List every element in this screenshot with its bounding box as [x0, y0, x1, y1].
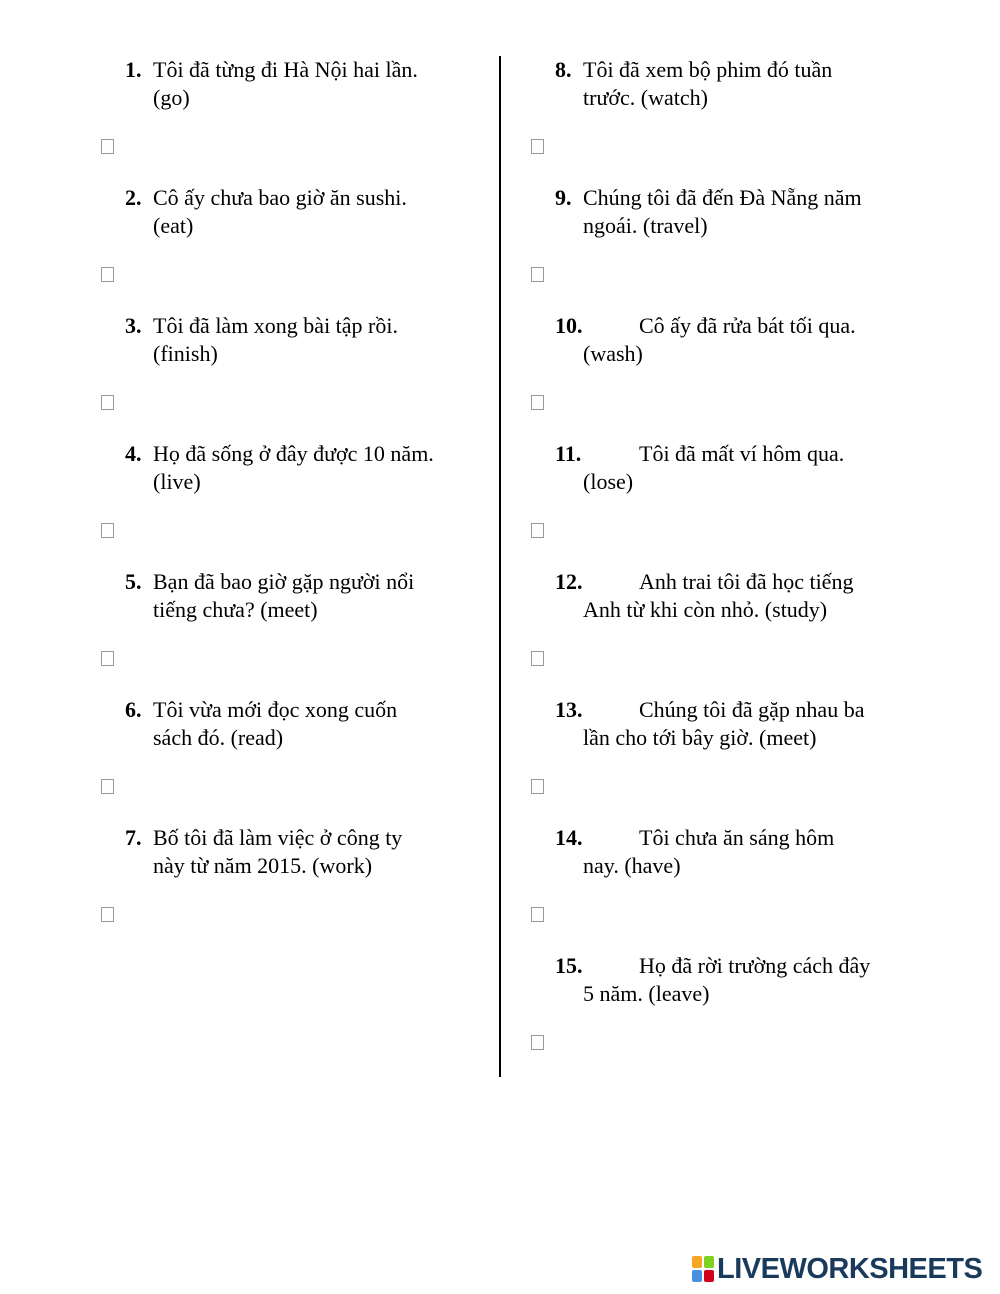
- question-text: [555, 824, 930, 880]
- answer-box[interactable]: [531, 779, 544, 794]
- question-line2: nay. (have): [583, 853, 681, 878]
- question-text: [555, 56, 930, 112]
- answer-box[interactable]: [531, 139, 544, 154]
- question-text: [555, 952, 930, 1008]
- logo-mark-icon: [692, 1256, 714, 1282]
- question-line1: Tôi đã từng đi Hà Nội hai lần.: [153, 57, 418, 82]
- question-line1: Tôi chưa ăn sáng hôm: [639, 825, 835, 850]
- question-item: [525, 696, 965, 752]
- question-text: [555, 440, 930, 496]
- question-number: 12.: [555, 569, 583, 594]
- question-number: 11.: [555, 441, 582, 466]
- question-number: 9.: [555, 185, 572, 210]
- question-number: 2.: [125, 185, 142, 210]
- question-line2: (live): [153, 469, 201, 494]
- question-text: [555, 312, 930, 368]
- question-item: [95, 568, 535, 624]
- answer-box[interactable]: [101, 523, 114, 538]
- question-number: 14.: [555, 825, 583, 850]
- left-column: [95, 0, 535, 1100]
- question-number: 6.: [125, 697, 142, 722]
- question-item: [525, 440, 965, 496]
- question-text: [125, 824, 500, 880]
- question-line2: lần cho tới bây giờ. (meet): [583, 725, 817, 750]
- question-line2: ngoái. (travel): [583, 213, 708, 238]
- question-text: [125, 440, 500, 496]
- question-text: [125, 696, 500, 752]
- question-line2: tiếng chưa? (meet): [153, 597, 318, 622]
- question-line1: Cô ấy đã rửa bát tối qua.: [639, 313, 856, 338]
- question-line2: (finish): [153, 341, 218, 366]
- answer-box[interactable]: [531, 523, 544, 538]
- answer-box[interactable]: [531, 651, 544, 666]
- answer-box[interactable]: [101, 395, 114, 410]
- question-line2: (eat): [153, 213, 194, 238]
- question-item: [525, 568, 965, 624]
- question-item: [525, 312, 965, 368]
- question-line1: Bạn đã bao giờ gặp người nổi: [153, 569, 415, 594]
- question-number: 13.: [555, 697, 583, 722]
- question-line2: (lose): [583, 469, 634, 494]
- question-item: [525, 824, 965, 880]
- question-line1: Họ đã rời trường cách đây: [639, 953, 871, 978]
- question-number: 10.: [555, 313, 583, 338]
- answer-box[interactable]: [101, 651, 114, 666]
- question-text: [555, 568, 930, 624]
- question-number: 7.: [125, 825, 142, 850]
- question-item: [95, 184, 535, 240]
- liveworksheets-logo: [692, 1252, 983, 1285]
- question-item: [95, 56, 535, 112]
- question-number: 5.: [125, 569, 142, 594]
- question-line2: này từ năm 2015. (work): [153, 853, 373, 878]
- answer-box[interactable]: [531, 907, 544, 922]
- question-text: [555, 696, 930, 752]
- question-item: [95, 440, 535, 496]
- question-item: [95, 824, 535, 880]
- question-number: 4.: [125, 441, 142, 466]
- column-divider: [499, 56, 501, 1077]
- answer-box[interactable]: [101, 139, 114, 154]
- question-line1: Bố tôi đã làm việc ở công ty: [153, 825, 403, 850]
- answer-box[interactable]: [531, 267, 544, 282]
- question-line2: Anh từ khi còn nhỏ. (study): [583, 597, 828, 622]
- question-item: [525, 56, 965, 112]
- question-text: [555, 184, 930, 240]
- right-column: [525, 0, 965, 1100]
- answer-box[interactable]: [101, 779, 114, 794]
- question-number: 3.: [125, 313, 142, 338]
- question-text: [125, 56, 500, 112]
- logo-text: LIVEWORKSHEETS: [717, 1252, 983, 1285]
- question-text: [125, 184, 500, 240]
- answer-box[interactable]: [531, 395, 544, 410]
- question-number: 1.: [125, 57, 142, 82]
- question-line1: Cô ấy chưa bao giờ ăn sushi.: [153, 185, 407, 210]
- question-line1: Tôi đã làm xong bài tập rồi.: [153, 313, 398, 338]
- question-line1: Chúng tôi đã gặp nhau ba: [639, 697, 865, 722]
- question-number: 15.: [555, 953, 583, 978]
- answer-box[interactable]: [101, 907, 114, 922]
- answer-box[interactable]: [531, 1035, 544, 1050]
- question-item: [95, 312, 535, 368]
- question-item: [95, 696, 535, 752]
- question-item: [525, 952, 965, 1008]
- question-text: [125, 568, 500, 624]
- question-line2: (wash): [583, 341, 643, 366]
- question-line1: Tôi vừa mới đọc xong cuốn: [153, 697, 398, 722]
- question-item: [525, 184, 965, 240]
- question-line2: trước. (watch): [583, 85, 708, 110]
- answer-box[interactable]: [101, 267, 114, 282]
- question-line1: Tôi đã mất ví hôm qua.: [639, 441, 845, 466]
- question-line2: (go): [153, 85, 190, 110]
- question-line2: 5 năm. (leave): [583, 981, 710, 1006]
- question-line2: sách đó. (read): [153, 725, 284, 750]
- question-line1: Họ đã sống ở đây được 10 năm.: [153, 441, 434, 466]
- question-number: 8.: [555, 57, 572, 82]
- question-line1: Chúng tôi đã đến Đà Nẵng năm: [583, 185, 862, 210]
- question-line1: Anh trai tôi đã học tiếng: [639, 569, 854, 594]
- question-text: [125, 312, 500, 368]
- question-line1: Tôi đã xem bộ phim đó tuần: [583, 57, 833, 82]
